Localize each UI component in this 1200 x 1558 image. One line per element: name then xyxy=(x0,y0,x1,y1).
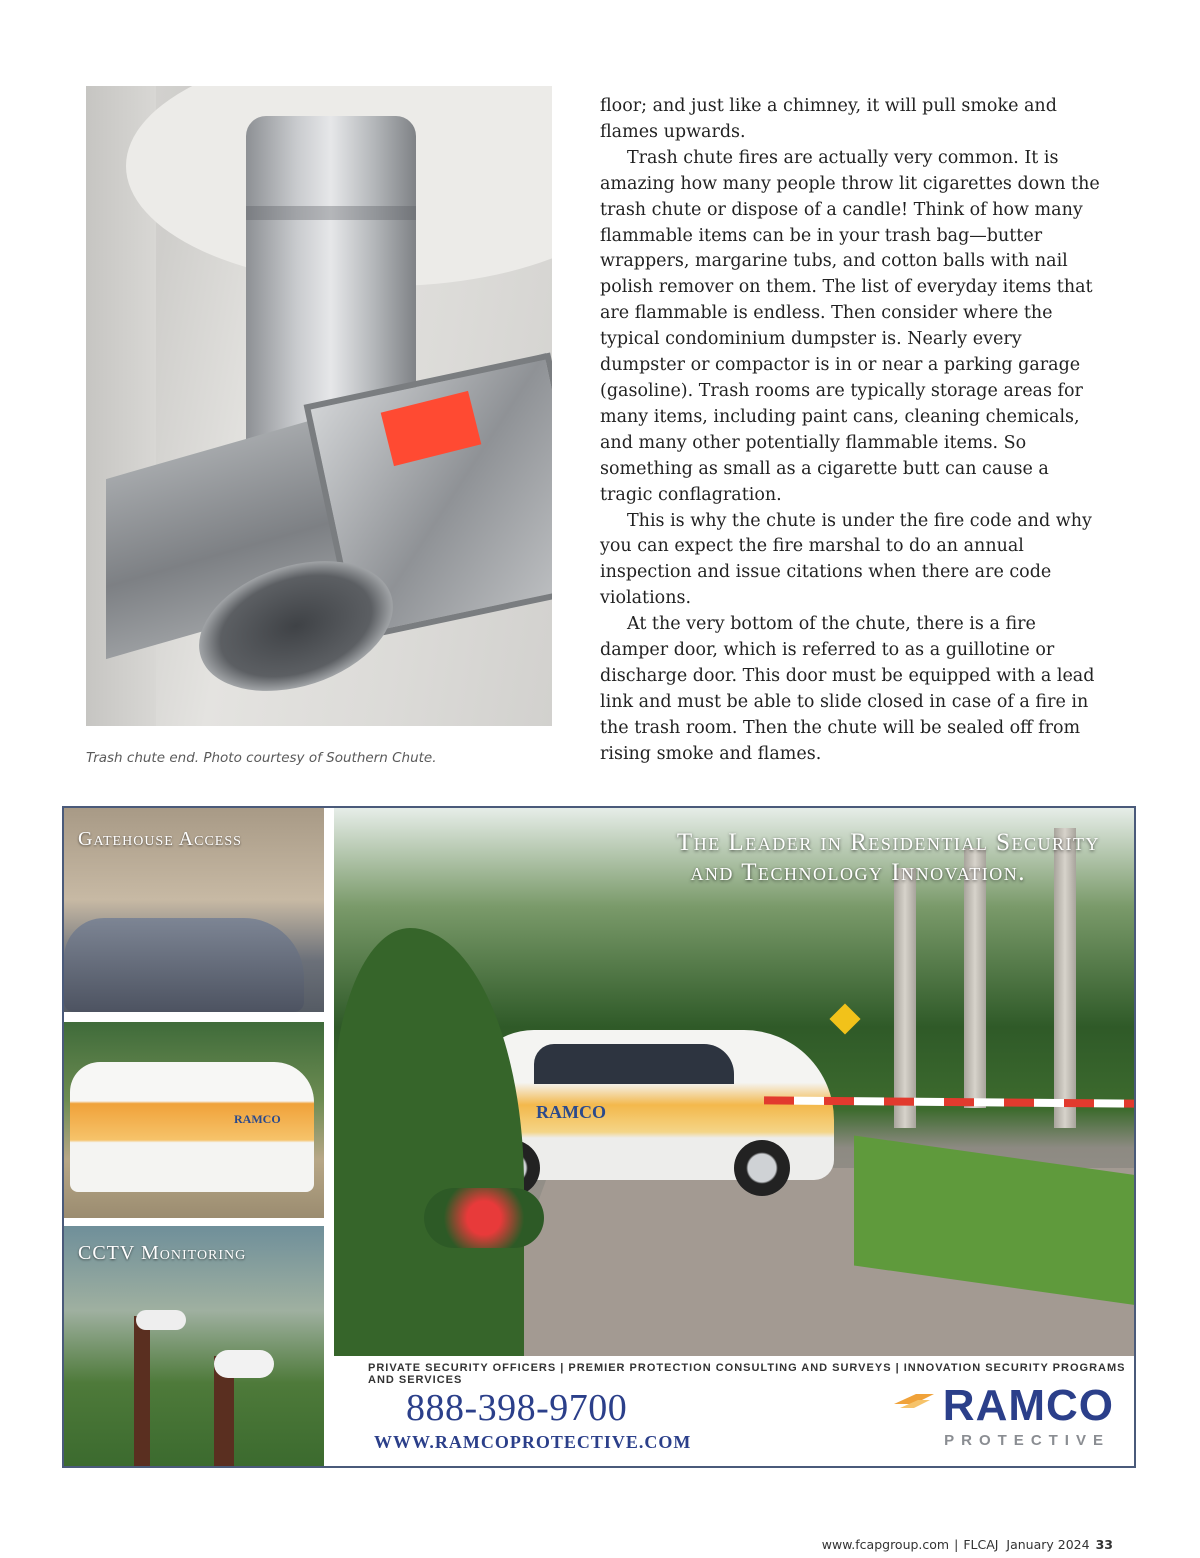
ad-phone-number[interactable]: 888-398-9700 xyxy=(406,1387,628,1429)
page-footer xyxy=(822,1537,1113,1552)
ad-main-photo xyxy=(334,808,1136,1356)
ramco-swoosh-icon xyxy=(894,1392,934,1408)
article-paragraph: This is why the chute is under the fire code and why you can expect the fire marshal to do an annual inspection and issue citations when there are code violations. xyxy=(600,510,1092,609)
ramco-advertisement[interactable] xyxy=(62,806,1136,1468)
cctv-camera-icon xyxy=(214,1350,274,1378)
ramco-logo-subtitle: PROTECTIVE xyxy=(944,1432,1110,1449)
ad-suv-logo: RAMCO xyxy=(536,1102,606,1122)
ad-palm-trunk xyxy=(894,868,916,1128)
footer-publication: FLCAJ xyxy=(963,1537,999,1552)
ad-patrol-van xyxy=(70,1062,314,1192)
photo-caption: Trash chute end. Photo courtesy of Southern Chute. xyxy=(86,750,437,766)
cctv-camera-icon xyxy=(136,1310,186,1330)
ad-flower-bed xyxy=(424,1188,544,1248)
ad-footer xyxy=(334,1356,1136,1468)
ad-suv-wheel xyxy=(734,1140,790,1196)
ad-website-link[interactable]: WWW.RAMCOPROTECTIVE.COM xyxy=(374,1432,692,1452)
ad-van-logo: RAMCO xyxy=(234,1112,281,1126)
ad-headline xyxy=(334,828,1100,888)
article-paragraph: At the very bottom of the chute, there is a fire damper door, which is referred to as a guillotine or discharge door. This door must be equipped with a lead link and must be able to slide closed in case of a fire in the trash room. Then the chute will be sealed off from rising smoke and flames. xyxy=(600,614,1095,764)
article-body xyxy=(600,94,1105,768)
ad-left-column xyxy=(64,808,326,1468)
ramco-logo xyxy=(894,1381,1114,1454)
article-paragraph: Trash chute fires are actually very common. It is amazing how many people throw lit cigarettes down the trash chute or dispose of a candle! Think of how many flammable items can be in your trash bag—butter wrappers, margarine tubs, and cotton balls with nail polish remover on them. The list of everyday items that are flammable is endless. Then consider where the typical condominium dumpster is. Nearly every dumpster or compactor is in or near a parking garage (gasoline). Trash rooms are typically storage areas for many items, including paint cans, cleaning chemicals, and many other potentially flammable items. So something as small as a cigarette butt can cause a tragic conflagration. xyxy=(600,147,1100,505)
ad-panel-gatehouse xyxy=(64,808,324,1012)
ad-services-list: PRIVATE SECURITY OFFICERS | PREMIER PROTECTION CONSULTING AND SURVEYS | INNOVATION SECURITY PROGRAMS AND SERVICES xyxy=(368,1362,1126,1386)
footer-date: January 2024 xyxy=(1006,1537,1090,1552)
ramco-logo-word: RAMCO xyxy=(942,1381,1114,1430)
photo-pipe-band xyxy=(246,206,416,220)
ad-panel-cctv xyxy=(64,1226,324,1468)
ad-headline-line: The Leader in Residential Security xyxy=(676,829,1100,856)
ad-camera-post xyxy=(134,1316,150,1468)
ad-road-sign xyxy=(829,1003,860,1034)
page-number: 33 xyxy=(1095,1537,1113,1552)
ad-panel-van xyxy=(64,1022,324,1218)
ad-panel-title: Gatehouse Access xyxy=(78,828,242,850)
footer-site[interactable]: www.fcapgroup.com xyxy=(821,1537,950,1552)
article-paragraph: floor; and just like a chimney, it will pull smoke and flames upwards. xyxy=(600,96,1057,142)
footer-separator: | xyxy=(954,1537,959,1552)
ad-suv-window xyxy=(534,1044,734,1084)
ad-gatehouse-car xyxy=(64,918,304,1012)
trash-chute-photo xyxy=(86,86,552,726)
ad-foreground-plant xyxy=(334,928,524,1356)
ad-panel-title: CCTV Monitoring xyxy=(78,1242,247,1264)
ad-headline-line: and Technology Innovation. xyxy=(690,859,1026,886)
